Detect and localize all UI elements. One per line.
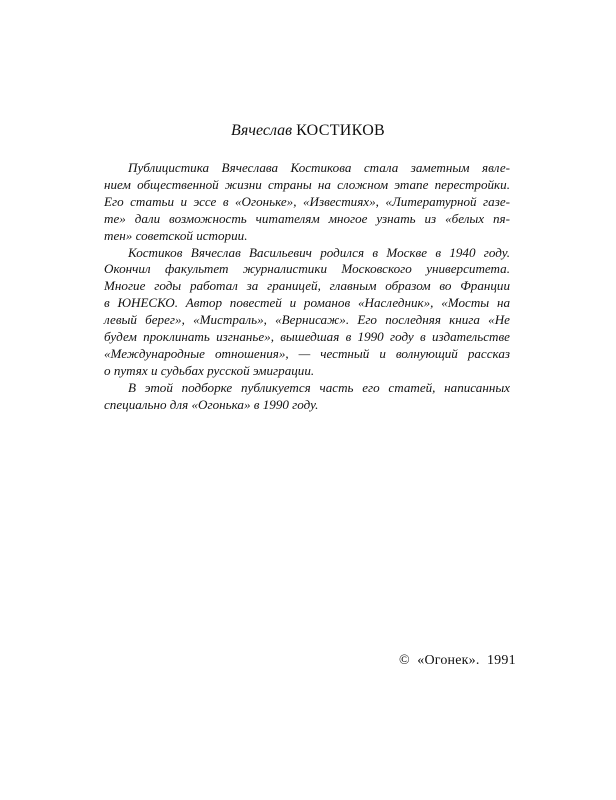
author-last-name: КОСТИКОВ <box>296 122 386 139</box>
publisher-name: «Огонек». <box>417 653 480 668</box>
copyright-symbol: © <box>399 653 410 668</box>
bio-line: специально для «Огонька» в 1990 году. <box>104 396 319 412</box>
bio-line: Костиков Вячеслав Васильевич родился в Москве в 1940 году. <box>128 244 510 260</box>
bio-line: те» дали возможность читателям многое узнать из «белых пя- <box>104 210 510 226</box>
bio-line: тен» советской истории. <box>104 227 248 243</box>
bio-line: нием общественной жизни страны на сложном этапе перестройки. <box>104 176 510 192</box>
bio-line: в ЮНЕСКО. Автор повестей и романов «Наследник», «Мосты на <box>104 295 510 311</box>
copyright-year: 1991 <box>486 653 516 668</box>
bio-line: о путях и судьбах русской эмиграции. <box>104 362 315 378</box>
bio-line: левый берег», «Мистраль», «Вернисаж». Его последняя книга «Не <box>104 312 510 328</box>
author-heading <box>0 121 616 141</box>
bio-line: Его статьи и эссе в «Огоньке», «Известиях», «Литературной газе- <box>104 193 510 209</box>
bio-line: В этой подборке публикуется часть его статей, написанных <box>128 379 510 395</box>
bio-line: Публицистика Вячеслава Костикова стала заметным явле- <box>128 160 510 175</box>
bio-line: Многие годы работал за границей, главным образом во Франции <box>104 278 510 294</box>
bio-line: будем проклинать изгнанье», вышедшая в 1990 году в издательстве <box>104 329 510 345</box>
author-first-name: Вячеслав <box>230 122 293 139</box>
bio-line: «Международные отношения», — честный и волнующий рассказ <box>104 345 510 361</box>
copyright-notice <box>399 652 516 670</box>
author-biography <box>104 160 510 414</box>
bio-line: Окончил факультет журналистики Московского университета. <box>104 261 510 277</box>
